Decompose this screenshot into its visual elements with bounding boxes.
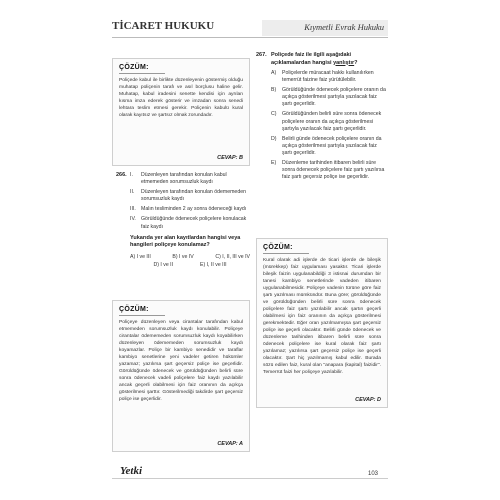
choices-row [130, 253, 250, 261]
solution-heading: ÇÖZÜM: [119, 306, 149, 313]
answer-label: CEVAP: A [217, 441, 243, 447]
question-body [130, 172, 250, 269]
statement-item: II. Düzenleyen tarafından konulan ödememeden sorumsuzluk kaydı [130, 189, 246, 203]
publisher-logo: Yetki [120, 465, 142, 477]
option-c[interactable]: C) Görüldüğünden belirli süre sonra ödenecek poliçelere oranın da açıkça gösterilmesi şartıyla yazılacak faiz şartı geçerlidir. [271, 111, 382, 132]
heading-underline [119, 315, 165, 316]
option-b[interactable]: B) Görüldüğünde ödenecek poliçelere oranın da açıkça gösterilmesi şartıyla yazılacak faiz şartı geçerlidir. [271, 87, 386, 108]
chapter-title: Kıymetli Evrak Hukuku [262, 20, 388, 36]
header-divider [112, 37, 388, 38]
statement-item: I. Düzenleyen tarafından konulan kabul etmemeden sorumsuzluk kaydı [130, 172, 227, 186]
heading-underline [119, 73, 165, 74]
page-number: 103 [368, 471, 379, 477]
option-a[interactable]: A) Poliçelerde müracaat hakkı kullanılırken temerrüt faizine faiz yürütülebilir. [271, 70, 374, 84]
solution-box-267 [256, 238, 388, 408]
choice-d[interactable]: D) I ve II [153, 261, 174, 268]
solution-box-266 [112, 300, 250, 452]
question-stem: Poliçede faiz ile ilgili aşağıdaki açıklamalardan hangisi yanlıştır? [271, 52, 358, 66]
solution-text: Poliçeye düzenleyen veya cirantalar tarafından kabul etmemeden sorumsuzluk kaydı konulabilir. Poliçeye cirantalar ödememeden sorumsuzluk kaydı koyabilirken düzenleyen ödememeden sorumsuzluk kaydı koyamazlar. Poliçe bir kambiyo senedidir ve taraflar kambiyo senetlerine yeni vadeler getiren hükümler yazamaz; yazılırsa şart geçersiz poliçe ise geçerlidir. Görüldüğünde ödenecek ve görüldüğünden belirli süre sonra ödenecek vadeli poliçelere faiz kaydı yazılabilir ancak geçerli olabilmesi için faiz oranının da açıkça gösterilmesi şarttır. Gösterilmediği takdirde şart geçersiz poliçe ise geçerlidir. [119, 320, 243, 402]
solution-box-265 [112, 58, 250, 166]
choices-row [130, 261, 250, 269]
question-number: 266. [116, 172, 127, 178]
choice-a[interactable]: A) I ve III [130, 253, 151, 260]
question-267 [256, 52, 388, 232]
choice-e[interactable]: E) I, II ve III [199, 261, 227, 268]
solution-text: Poliçede kabul ile birlikte düzenleyenin göstermiş olduğu muhatap poliçenin tarafı ve asıl borçlusu haline gelir. Muhatap, kabul iradesini senette kendisi için ayrılan kısma imza ederek gösterir ve imzadan sonra senedi lehtara teslim etmesi gerekir. Poliçenin kabulü kural olarak kayıtsız ve şartsız olmak zorundadır. [119, 78, 243, 118]
statement-item: IV. Görüldüğünde ödenecek poliçelere konulacak faiz kaydı [130, 216, 247, 230]
choice-b[interactable]: B) I ve IV [172, 253, 194, 260]
answer-label: CEVAP: B [217, 155, 243, 161]
question-body [271, 52, 388, 181]
question-266 [112, 172, 250, 297]
question-stem: Yukarıda yer alan kayıtlardan hangisi veya hangileri poliçeye konulamaz? [130, 234, 241, 249]
footer-divider [112, 478, 388, 479]
solution-heading: ÇÖZÜM: [119, 64, 149, 71]
option-d[interactable]: D) Belirli günde ödenecek poliçelere oranın da açıkça gösterilmesi şartıyla yazılacak faiz şartı geçerlidir. [271, 135, 382, 156]
question-number: 267. [256, 52, 267, 58]
choice-c[interactable]: C) I, II, III ve IV [215, 253, 250, 260]
option-e[interactable]: E) Düzenleme tarihinden itibaren belirli süre sonra ödenecek poliçelere faiz şartı yazılırsa faiz şartı geçersiz poliçe ise geçerlidir. [271, 160, 385, 181]
heading-underline [263, 253, 309, 254]
statement-item: III. Malın tesliminden 2 ay sonra ödeneceği kaydı [130, 206, 247, 213]
answer-label: CEVAP: D [355, 397, 381, 403]
solution-heading: ÇÖZÜM: [263, 244, 293, 251]
book-title: TİCARET HUKUKU [112, 20, 215, 32]
solution-text: Kural olarak adi işlerde de ticari işlerde de bileşik (mürekkep) faiz uygulaması yasaktır. Ticari işlerde bileşik faizin uygulanabildiği 3 istisnai durumdan bir tanesi kambiyo senetlerinde vadeden itibaren uygulanabilmesidir. Poliçeye vadenin türüne göre faiz şartı yazılması mümkündür. Buna göre; görüldüğünde ve görüldüğünden belirli süre sonra ödenecek poliçelere faiz şartı yazılabilir ancak şartın geçerli olabilmesi için faiz oranının da açıkça gösterilmesi gerekmektedir. Eğer oran yazılmamışsa şart geçersiz poliçe ise geçerli olacaktır. Belirli günde ödenecek ve düzenleme tarihinden itibaren belirli süre sonra ödenecek poliçelere ise kural olarak faiz şartı yazılamaz; yazılırsa şart geçersiz poliçe ise geçerli olacaktır. Şart hiç yazılmamış kabul edilir. Burada sözü edilen faiz, kural olan "anapara (kapital) faizidir". Temerrüt faizi her poliçeye yazılabilir. [263, 258, 381, 375]
